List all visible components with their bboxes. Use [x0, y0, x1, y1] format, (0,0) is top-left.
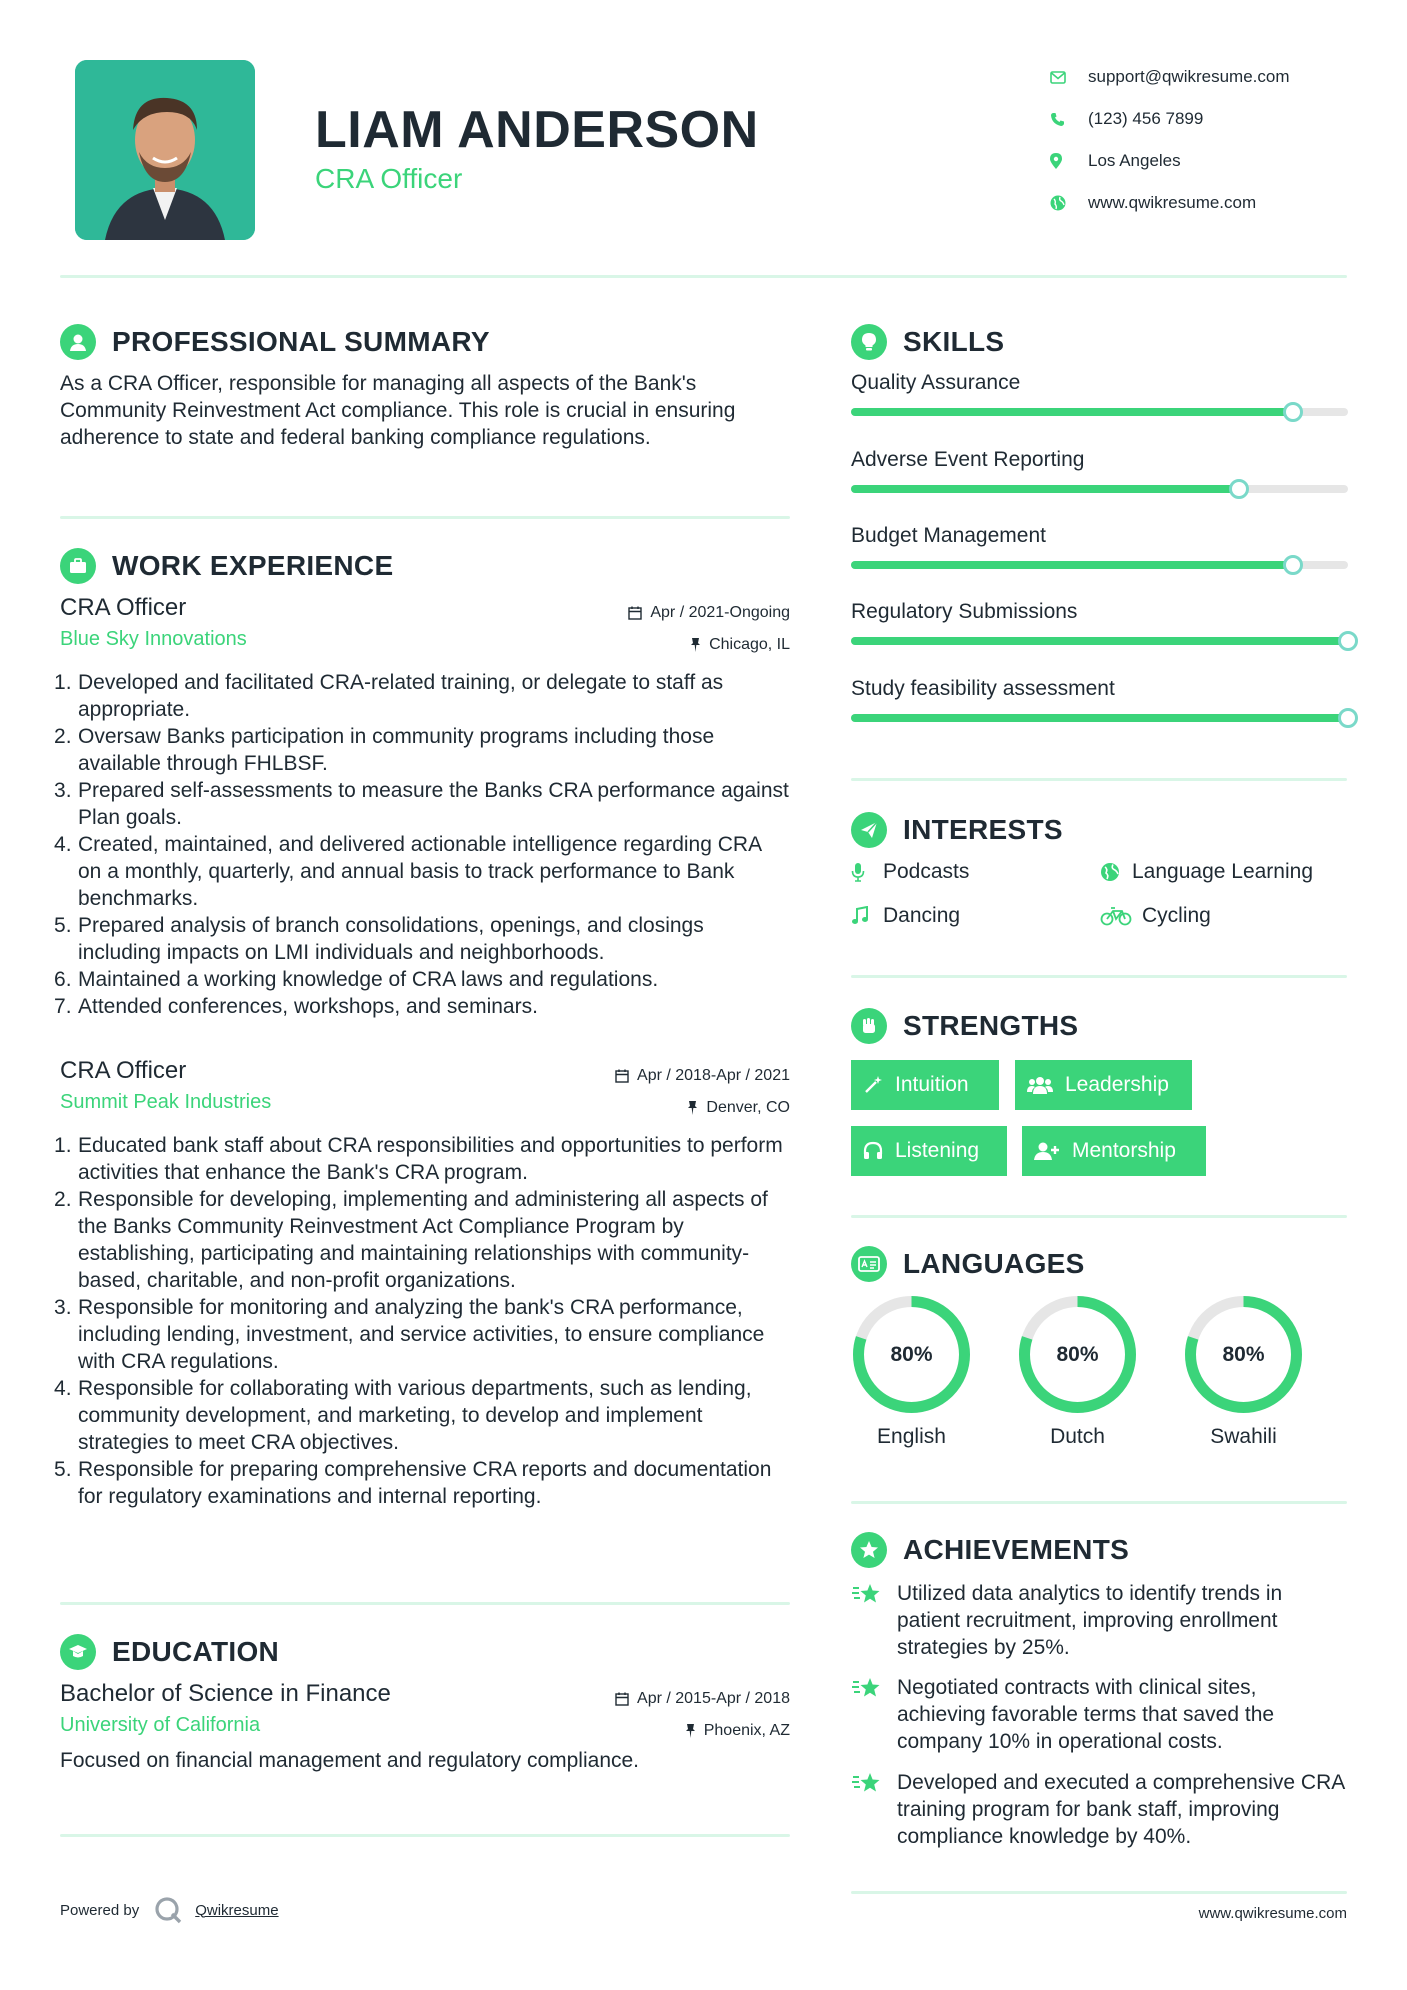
- skill-item: Regulatory Submissions: [851, 600, 1346, 624]
- skill-bar-knob: [1283, 555, 1303, 575]
- job-dates: Apr / 2021-Ongoing: [628, 604, 790, 622]
- contact-list: [1050, 56, 1290, 224]
- skill-item: Study feasibility assessment: [851, 677, 1346, 701]
- summary-divider: [60, 516, 790, 519]
- language-icon: [851, 1246, 887, 1282]
- list-item: Responsible for preparing comprehensive CRA reports and documentation for regulatory examinations and internal reporting.: [78, 1458, 772, 1508]
- skill-bar-knob: [1229, 479, 1249, 499]
- skill-bar-fill: [851, 714, 1348, 722]
- briefcase-icon: [60, 548, 96, 584]
- bicycle-icon: [1100, 906, 1142, 926]
- skill-bar: [851, 637, 1348, 645]
- graduation-icon: [60, 1634, 96, 1670]
- avatar-illustration: [75, 60, 255, 240]
- job-entry: [60, 594, 790, 1020]
- paper-plane-icon: [851, 812, 887, 848]
- language-name: Dutch: [1050, 1425, 1105, 1448]
- skill-bar-fill: [851, 408, 1293, 416]
- powered-by-label: Powered by: [60, 1901, 140, 1919]
- strengths-divider: [851, 1215, 1347, 1218]
- music-note-icon: [851, 906, 883, 926]
- pin-icon: [687, 1101, 698, 1115]
- star-icon: [851, 1580, 897, 1661]
- footer-branding: [60, 1895, 279, 1925]
- globe-icon: [1050, 195, 1088, 211]
- contact-phone[interactable]: (123) 456 7899: [1050, 98, 1290, 140]
- phone-icon: [1050, 112, 1088, 127]
- calendar-icon: [615, 1692, 629, 1706]
- magic-wand-icon: [863, 1075, 883, 1095]
- job-dates: Apr / 2018-Apr / 2021: [615, 1067, 790, 1085]
- job-title: CRA Officer: [60, 594, 187, 621]
- fist-icon: [851, 1008, 887, 1044]
- candidate-role: CRA Officer: [315, 163, 463, 194]
- skill-bar-knob: [1338, 708, 1358, 728]
- skills-heading: SKILLS: [851, 324, 1004, 360]
- map-pin-icon: [1050, 153, 1088, 169]
- degree-title: Bachelor of Science in Finance: [60, 1680, 391, 1707]
- education-entry: [60, 1680, 790, 1774]
- skill-bar: [851, 408, 1348, 416]
- contact-website[interactable]: www.qwikresume.com: [1050, 182, 1290, 224]
- interest-item: Podcasts: [851, 860, 969, 884]
- achievements-divider: [851, 1891, 1347, 1894]
- interests-heading: INTERESTS: [851, 812, 1063, 848]
- profile-photo: [75, 60, 255, 240]
- user-plus-icon: [1034, 1141, 1060, 1161]
- footer-website[interactable]: www.qwikresume.com: [1198, 1905, 1347, 1922]
- strength-tag: Mentorship: [1022, 1126, 1206, 1176]
- language-percent: 80%: [1056, 1342, 1099, 1366]
- strength-tag: Leadership: [1015, 1060, 1192, 1110]
- lightbulb-icon: [851, 324, 887, 360]
- education-location: Phoenix, AZ: [685, 1722, 790, 1740]
- list-item: Attended conferences, workshops, and seminars.: [78, 995, 538, 1018]
- skill-bar: [851, 485, 1348, 493]
- list-item: Oversaw Banks participation in community programs including those available through FHLBSF.: [78, 725, 715, 775]
- qwikresume-logo-icon: [153, 1895, 183, 1925]
- achievement-item: Utilized data analytics to identify trends in patient recruitment, improving enrollment strategies by 25%.: [851, 1580, 1351, 1661]
- language-percent: 80%: [1222, 1342, 1265, 1366]
- company-name: Summit Peak Industries: [60, 1091, 272, 1113]
- language-name: Swahili: [1210, 1425, 1277, 1448]
- job-location: Denver, CO: [687, 1099, 790, 1117]
- language-name: English: [877, 1425, 946, 1448]
- interest-item: Cycling: [1100, 904, 1211, 928]
- skill-item: Adverse Event Reporting: [851, 448, 1346, 472]
- achievement-item: Developed and executed a comprehensive CRA training program for bank staff, improving compliance knowledge by 40%.: [851, 1769, 1351, 1850]
- education-heading: EDUCATION: [60, 1634, 279, 1670]
- skill-bar-knob: [1338, 631, 1358, 651]
- job-entry: [60, 1057, 790, 1510]
- skill-bar: [851, 561, 1348, 569]
- calendar-icon: [628, 606, 642, 620]
- list-item: Responsible for developing, implementing and administering all aspects of the Banks Community Reinvestment Act Compliance Program by establishing, participating and maintaining relationships with community-based, charitable, and non-profit organizations.: [78, 1188, 768, 1292]
- list-item: Responsible for collaborating with various departments, such as lending, community development, and marketing, to develop and implement strategies to meet CRA objectives.: [78, 1377, 752, 1454]
- strengths-heading: STRENGTHS: [851, 1008, 1078, 1044]
- achievements-heading: ACHIEVEMENTS: [851, 1532, 1129, 1568]
- language-item: [1015, 1292, 1140, 1449]
- candidate-name: LIAM ANDERSON: [315, 101, 759, 159]
- language-percent: 80%: [890, 1342, 933, 1366]
- education-divider: [60, 1834, 790, 1837]
- summary-text: As a CRA Officer, responsible for managing all aspects of the Bank's Community Reinvestment Act compliance. This role is crucial in ensuring adherence to state and federal banking compliance regulations.: [60, 372, 736, 449]
- experience-heading: WORK EXPERIENCE: [60, 548, 393, 584]
- strength-tag: Intuition: [851, 1060, 999, 1110]
- skill-bar-knob: [1283, 402, 1303, 422]
- language-item: [849, 1292, 974, 1449]
- globe-icon: [1100, 862, 1132, 882]
- list-item: Developed and facilitated CRA-related training, or delegate to staff as appropriate.: [78, 671, 724, 721]
- company-name: Blue Sky Innovations: [60, 628, 247, 650]
- skill-bar-fill: [851, 561, 1293, 569]
- mail-icon: [1050, 71, 1088, 84]
- list-item: Created, maintained, and delivered actionable intelligence regarding CRA on a monthly, quarterly, and annual basis to track performance to Bank benchmarks.: [78, 833, 761, 910]
- duty-list: [60, 1132, 790, 1510]
- users-icon: [1027, 1075, 1053, 1095]
- experience-divider: [60, 1602, 790, 1605]
- job-location: Chicago, IL: [690, 636, 790, 654]
- pin-icon: [690, 638, 701, 652]
- job-title: CRA Officer: [60, 1057, 187, 1084]
- header-divider: [60, 275, 1347, 278]
- star-icon: [851, 1769, 897, 1850]
- contact-location: Los Angeles: [1050, 140, 1290, 182]
- education-dates: Apr / 2015-Apr / 2018: [615, 1690, 790, 1708]
- star-icon: [851, 1674, 897, 1755]
- contact-email[interactable]: support@qwikresume.com: [1050, 56, 1290, 98]
- language-item: [1181, 1292, 1306, 1449]
- interest-item: Language Learning: [1100, 860, 1313, 884]
- languages-heading: LANGUAGES: [851, 1246, 1085, 1282]
- headphones-icon: [863, 1141, 883, 1161]
- qwikresume-link[interactable]: Qwikresume: [195, 1901, 279, 1919]
- interest-item: Dancing: [851, 904, 960, 928]
- languages-divider: [851, 1501, 1347, 1504]
- summary-heading: PROFESSIONAL SUMMARY: [60, 324, 490, 360]
- skill-bar-fill: [851, 637, 1348, 645]
- list-item: Prepared self-assessments to measure the Banks CRA performance against Plan goals.: [78, 779, 789, 829]
- pin-icon: [685, 1724, 696, 1738]
- list-item: Educated bank staff about CRA responsibilities and opportunities to perform activities that enhance the Bank's CRA program.: [78, 1134, 783, 1184]
- skill-bar-fill: [851, 485, 1239, 493]
- calendar-icon: [615, 1069, 629, 1083]
- interests-divider: [851, 975, 1347, 978]
- education-description: Focused on financial management and regulatory compliance.: [60, 1749, 640, 1772]
- skill-item: Quality Assurance: [851, 371, 1346, 395]
- achievement-item: Negotiated contracts with clinical sites, achieving favorable terms that saved the company 10% in operational costs.: [851, 1674, 1351, 1755]
- duty-list: [60, 669, 790, 1020]
- list-item: Maintained a working knowledge of CRA laws and regulations.: [78, 968, 659, 991]
- strength-tag: Listening: [851, 1126, 1007, 1176]
- list-item: Prepared analysis of branch consolidations, openings, and closings including impacts on LMI individuals and neighborhoods.: [78, 914, 704, 964]
- microphone-icon: [851, 862, 883, 882]
- list-item: Responsible for monitoring and analyzing the bank's CRA performance, including lending, investment, and service activities, to ensure compliance with CRA regulations.: [78, 1296, 765, 1373]
- skills-divider: [851, 778, 1347, 781]
- user-icon: [60, 324, 96, 360]
- skill-bar: [851, 714, 1348, 722]
- star-badge-icon: [851, 1532, 887, 1568]
- skill-item: Budget Management: [851, 524, 1346, 548]
- school-name: University of California: [60, 1714, 261, 1736]
